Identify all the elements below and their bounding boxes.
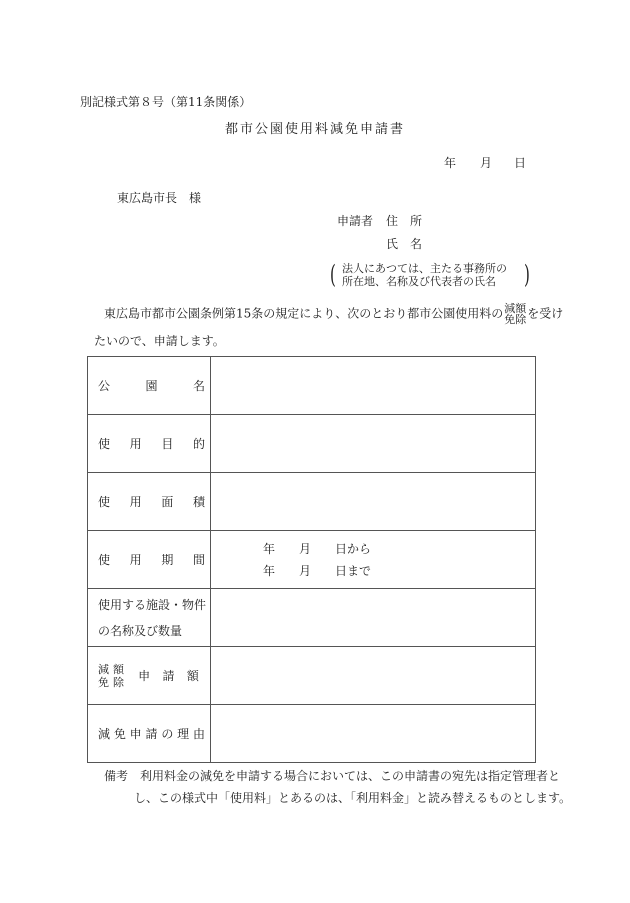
reduction-exemption-stack [98,663,124,689]
label-char: 公 [98,379,111,393]
label-char: 除 [113,675,124,689]
name-label: 氏 名 [386,237,423,251]
period-from [211,538,535,560]
label-park-name [88,357,211,415]
period-from-day: 日から [335,541,372,556]
label-char: 申 [129,727,142,741]
close-paren: ) [524,260,531,289]
label-char: 免 [113,727,126,741]
label-char: 用 [129,437,142,451]
stack-top: 減額 [504,302,527,315]
label-facility-line1: 使用する施設・物件 [98,597,207,612]
addressee: 東広島市長 様 [117,191,202,205]
label-char: 期 [161,553,174,567]
input-area[interactable] [211,473,536,531]
label-char: 理 [177,727,190,741]
date-day-label: 日 [514,156,527,170]
label-facility [88,589,211,647]
row-period [88,531,536,589]
row-reason [88,705,536,763]
label-char: 使 [98,437,111,451]
label-purpose [88,415,211,473]
label-char: 用 [129,553,142,567]
document-title: 都市公園使用料減免申請書 [224,122,405,137]
row-facility [88,589,536,647]
label-char: 積 [192,495,205,509]
label-char: 額 [186,669,199,683]
period-to-year: 年 [263,563,276,578]
label-char: の [161,727,174,741]
input-period[interactable] [211,531,536,589]
label-char: 減 [98,662,109,676]
label-char: 目 [161,437,174,451]
input-reason[interactable] [211,705,536,763]
label-char: 園 [145,379,158,393]
body-text-line2: たいので、申請します。 [94,334,225,348]
row-purpose [88,415,536,473]
input-purpose[interactable] [211,415,536,473]
label-char: 名 [192,379,205,393]
label-char: 申 [138,669,151,683]
row-park-name [88,357,536,415]
row-amount [88,647,536,705]
form-number: 別記様式第８号（第11条関係） [80,95,252,109]
period-to-month: 月 [299,563,312,578]
note-line2: し、この様式中「使用料」とあるのは、「利用料金」と読み替えるものとします。 [134,791,572,805]
label-char: 用 [129,495,142,509]
corporate-note-line1: 法人にあつては、主たる事務所の [342,262,507,275]
corporate-note-line2: 所在地、名称及び代表者の氏名 [342,275,496,288]
label-char: 面 [161,495,174,509]
period-to-day: 日まで [335,563,372,578]
stack-bottom: 免除 [504,313,527,326]
body-text-after: を受け [527,306,564,321]
body-text-line1 [104,303,563,325]
note-line1: 備考 利用料金の減免を申請する場合においては、この申請書の宛先は指定管理者と [104,769,561,783]
body-text-before: 東広島市都市公園条例第15条の規定により、次のとおり都市公園使用料の [104,306,504,321]
input-park-name[interactable] [211,357,536,415]
corporate-note [329,260,531,289]
application-table [87,356,536,763]
input-amount[interactable] [211,647,536,705]
label-char: 請 [145,727,158,741]
label-amount [88,647,211,705]
period-to [211,560,535,582]
label-char: 免 [98,675,109,689]
label-area [88,473,211,531]
label-char: 額 [113,662,124,676]
applicant-label: 申請者 [337,214,374,228]
label-reason [88,705,211,763]
label-char: 的 [192,437,205,451]
label-char: 請 [162,669,175,683]
label-char: 間 [192,553,205,567]
period-from-month: 月 [299,541,312,556]
label-char: 由 [192,727,205,741]
period-from-year: 年 [263,541,276,556]
label-period [88,531,211,589]
row-area [88,473,536,531]
label-facility-line2: の名称及び数量 [98,623,183,638]
date-year-label: 年 [444,156,457,170]
address-label: 住 所 [386,214,423,228]
label-char: 減 [98,727,111,741]
open-paren: ( [329,260,336,289]
reduction-exemption-stack [504,303,526,325]
date-month-label: 月 [480,156,493,170]
input-facility[interactable] [211,589,536,647]
label-char: 使 [98,495,111,509]
label-char: 使 [98,553,111,567]
